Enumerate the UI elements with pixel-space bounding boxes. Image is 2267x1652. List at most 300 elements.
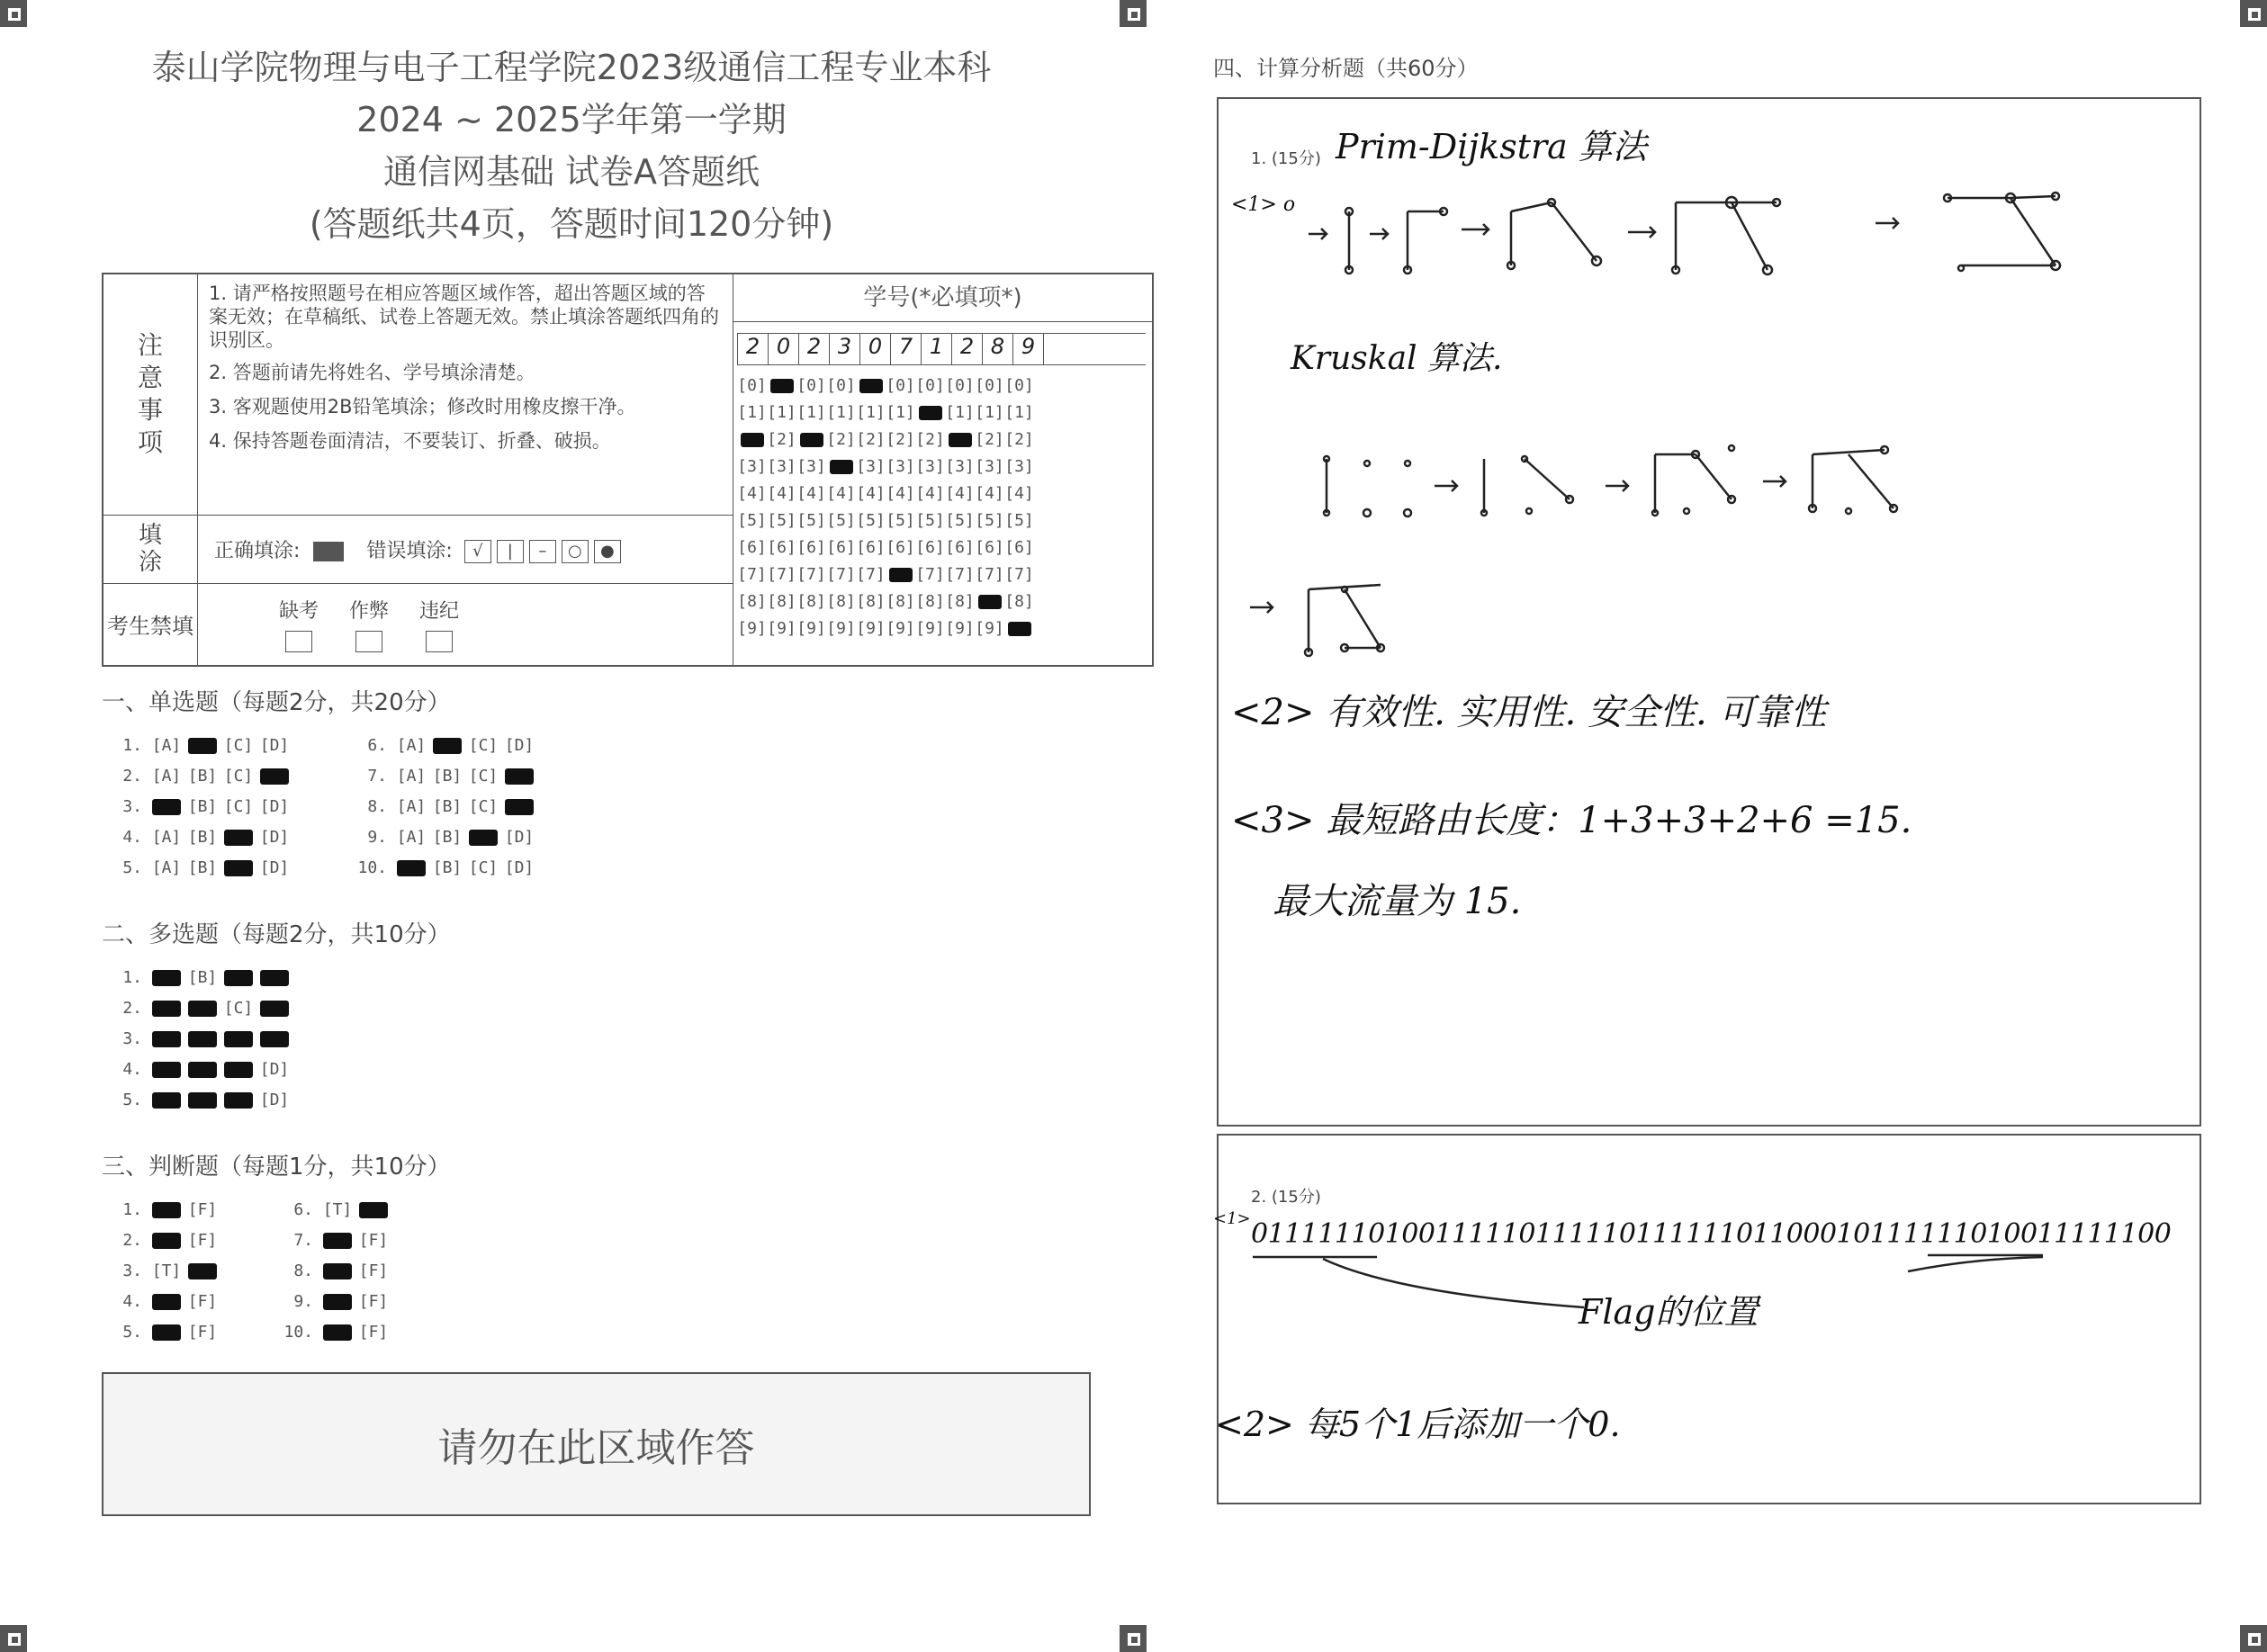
option-bubble: [C] — [223, 797, 254, 816]
fill-label-text: 填涂 — [138, 522, 162, 576]
option-bubble: [T] — [151, 1261, 182, 1280]
question-number: 3. — [122, 1029, 142, 1048]
student-id-bubble: [3] — [796, 457, 826, 476]
answer-row — [110, 1261, 221, 1280]
question-number: 4. — [122, 1060, 142, 1079]
q2-label: 2. (15分) — [1251, 1188, 1321, 1207]
student-id-handwritten-digit: 2 — [952, 334, 983, 364]
student-id-bubble: [3] — [737, 457, 767, 476]
student-id-bubble: [1] — [796, 403, 826, 422]
student-id-bubble-row — [737, 400, 1152, 426]
option-bubble: [A] — [151, 736, 182, 755]
question-number: 1. — [122, 1200, 142, 1219]
student-id-handwritten-digit: 7 — [891, 334, 922, 364]
question-number: 7. — [367, 767, 387, 786]
header-line-2: 2024 ~ 2025学年第一学期 — [356, 100, 787, 139]
option-bubble: [B] — [432, 797, 463, 816]
filled-mark — [949, 433, 972, 447]
student-id-bubble: [5] — [975, 511, 1004, 530]
option-filled — [257, 767, 292, 786]
no-answer-zone-text: 请勿在此区域作答 — [437, 1425, 755, 1471]
student-id-bubble: [6] — [975, 538, 1004, 557]
option-bubble: [A] — [151, 828, 182, 847]
answer-row — [110, 1292, 221, 1311]
option-bubble: [F] — [358, 1231, 389, 1250]
answer-row — [110, 736, 293, 755]
header-line-3: 通信网基础 试卷A答题纸 — [382, 152, 760, 192]
q1-part1-mark: <1> o — [1231, 193, 1296, 216]
student-id-handwritten-digit: 0 — [860, 334, 891, 364]
q1-answer-box — [1217, 97, 2201, 1127]
student-id-bubble: [8] — [767, 592, 796, 611]
option-bubble: [A] — [396, 797, 427, 816]
student-id-bubble: [1] — [945, 403, 975, 422]
filled-mark — [152, 1092, 181, 1109]
student-id-bubble: [4] — [737, 484, 767, 503]
student-id-bubble-filled — [856, 373, 886, 400]
forbidden-checkbox[interactable] — [285, 631, 312, 652]
option-bubble: [B] — [187, 797, 218, 816]
option-bubble: [B] — [187, 767, 218, 786]
option-filled — [430, 736, 464, 755]
filled-mark — [260, 970, 289, 986]
option-filled — [149, 797, 184, 816]
option-filled — [221, 1029, 256, 1048]
option-filled — [466, 828, 500, 847]
filled-mark — [260, 768, 289, 785]
option-filled — [502, 797, 536, 816]
student-id-bubble: [8] — [945, 592, 975, 611]
student-id-bubble: [2] — [886, 430, 915, 449]
student-id-bubble: [6] — [856, 538, 886, 557]
answer-row — [281, 1231, 392, 1250]
student-id-bubble: [7] — [737, 565, 767, 584]
notice-item-4: 4. 保持答题卷面清洁，不要装订、折叠、破损。 — [209, 430, 611, 452]
student-id-bubble: [3] — [1004, 457, 1034, 476]
option-filled — [185, 999, 220, 1018]
forbidden-item-label: 违纪 — [419, 600, 460, 624]
option-bubble: [D] — [259, 828, 290, 847]
option-filled — [257, 1029, 292, 1048]
correct-fill-sample — [313, 542, 344, 561]
student-id-bubble: [5] — [886, 511, 915, 530]
question-number: 6. — [293, 1200, 313, 1219]
filled-mark — [152, 970, 181, 986]
question-number: 1. — [122, 968, 142, 987]
forbidden-item — [419, 596, 459, 652]
student-id-bubble-row — [737, 373, 1152, 400]
notice-items — [198, 274, 733, 515]
answer-row — [110, 828, 293, 847]
student-id-bubble: [4] — [767, 484, 796, 503]
student-id-bubble: [9] — [945, 619, 975, 638]
filled-mark — [152, 1031, 181, 1047]
student-id-bubble: [1] — [975, 403, 1004, 422]
answer-row — [281, 1323, 392, 1342]
student-id-bubble: [6] — [1004, 538, 1034, 557]
student-id-bubble-filled — [826, 453, 856, 480]
student-id-bubble: [1] — [886, 403, 915, 422]
q1-part3-route-length: <3> 最短路由长度：1+3+3+2+6 =15. — [1231, 800, 1912, 841]
student-id-handwritten-digit: 0 — [769, 334, 799, 364]
filled-mark — [152, 1233, 181, 1249]
filled-mark — [188, 1001, 217, 1017]
filled-mark — [260, 1031, 289, 1047]
filled-mark — [188, 1263, 217, 1279]
student-id-bubble: [5] — [737, 511, 767, 530]
question-number: 2. — [122, 1231, 142, 1250]
student-id-bubble: [4] — [826, 484, 856, 503]
notice-item-1: 1. 请严格按照题号在相应答题区域作答，超出答题区域的答案无效；在草稿纸、试卷上答题无效。禁止填涂答题纸四角的识别区。 — [209, 283, 719, 351]
option-bubble: [B] — [187, 968, 218, 987]
student-id-handwritten-digit: 8 — [983, 334, 1013, 364]
student-id-bubble: [8] — [796, 592, 826, 611]
student-id-bubble: [1] — [856, 403, 886, 422]
student-id-bubble: [4] — [856, 484, 886, 503]
student-id-bubble-filled — [886, 561, 915, 588]
filled-mark — [323, 1324, 352, 1341]
q2-part1-mark: <1> — [1213, 1209, 1251, 1228]
answer-row — [355, 767, 538, 786]
q1-prim-heading: Prim-Dijkstra 算法 — [1336, 127, 1647, 166]
filled-mark — [260, 1001, 289, 1017]
student-id-bubble: [5] — [856, 511, 886, 530]
option-bubble: [C] — [223, 736, 254, 755]
q1-part3-max-flow: 最大流量为 15. — [1273, 881, 1522, 922]
option-bubble: [B] — [187, 858, 218, 877]
student-id-handwritten-digit: 9 — [1013, 334, 1044, 364]
student-id-bubble: [5] — [1004, 511, 1034, 530]
section-1-title: 一、单选题（每题2分，共20分） — [102, 689, 451, 716]
header-line-1: 泰山学院物理与电子工程学院2023级通信工程专业本科 — [151, 48, 992, 87]
filled-mark — [919, 406, 942, 420]
student-id-bubble: [4] — [886, 484, 915, 503]
option-filled — [149, 1029, 184, 1048]
filled-mark — [152, 1294, 181, 1310]
student-id-bubble: [2] — [826, 430, 856, 449]
student-id-bubble: [6] — [915, 538, 945, 557]
filled-mark — [188, 1062, 217, 1078]
option-bubble: [D] — [259, 736, 290, 755]
forbidden-checkbox[interactable] — [426, 631, 453, 652]
corner-mark-top-middle — [1120, 0, 1147, 27]
student-id-bubble: [8] — [915, 592, 945, 611]
option-filled — [149, 1200, 184, 1219]
filled-mark — [152, 1202, 181, 1218]
student-id-bubble: [0] — [975, 376, 1004, 395]
option-filled — [185, 1091, 220, 1109]
student-id-bubble: [3] — [945, 457, 975, 476]
notice-item-2: 2. 答题前请先将姓名、学号填涂清楚。 — [209, 362, 535, 383]
student-id-handwritten-digit: 1 — [922, 334, 952, 364]
option-bubble: [D] — [259, 1060, 290, 1079]
student-id-bubble-filled — [915, 400, 945, 426]
option-bubble: [B] — [432, 858, 463, 877]
filled-mark — [359, 1202, 388, 1218]
wrong-fill-sample: ○ — [562, 540, 589, 563]
filled-mark — [152, 1324, 181, 1341]
option-filled — [221, 828, 256, 847]
student-id-bubble: [6] — [737, 538, 767, 557]
option-bubble: [F] — [358, 1323, 389, 1342]
question-number: 4. — [122, 1292, 142, 1311]
forbidden-label — [103, 583, 198, 666]
no-answer-zone — [102, 1372, 1091, 1516]
info-table — [102, 273, 1154, 667]
filled-mark — [505, 799, 534, 815]
option-bubble: [A] — [151, 858, 182, 877]
forbidden-checkbox[interactable] — [355, 631, 382, 652]
correct-fill-label: 正确填涂: — [214, 539, 301, 562]
student-id-bubble: [2] — [1004, 430, 1034, 449]
filled-mark — [800, 433, 823, 447]
wrong-fill-sample: √ — [464, 540, 491, 563]
answer-row — [110, 999, 293, 1018]
question-number: 2. — [122, 767, 142, 786]
filled-mark — [152, 799, 181, 815]
option-bubble: [C] — [468, 736, 499, 755]
student-id-bubble: [8] — [826, 592, 856, 611]
student-id-bubble: [4] — [796, 484, 826, 503]
student-id-bubble-row — [737, 615, 1152, 642]
wrong-fill-label: 错误填涂: — [366, 539, 453, 562]
question-number: 3. — [122, 797, 142, 816]
option-bubble: [F] — [187, 1292, 218, 1311]
notice-label — [103, 274, 198, 515]
section-2-title: 二、多选题（每题2分，共10分） — [102, 921, 451, 948]
student-id-bubble: [7] — [975, 565, 1004, 584]
answer-row — [110, 1029, 293, 1048]
option-bubble: [D] — [504, 858, 535, 877]
student-id-bubble: [7] — [945, 565, 975, 584]
student-id-bubble: [3] — [975, 457, 1004, 476]
q1-kruskal-final-sketch — [1246, 567, 1480, 666]
option-bubble: [F] — [187, 1231, 218, 1250]
option-filled — [221, 1060, 256, 1079]
option-filled — [320, 1323, 355, 1342]
filled-mark — [859, 379, 883, 393]
student-id-bubble: [0] — [915, 376, 945, 395]
q1-prim-sketches — [1300, 171, 2200, 288]
student-id-bubble: [5] — [826, 511, 856, 530]
filled-mark — [224, 970, 253, 986]
filled-mark — [188, 1031, 217, 1047]
q2-flag-annotation: Flag的位置 — [1579, 1292, 1759, 1332]
answer-row — [110, 1200, 221, 1219]
option-filled — [502, 767, 536, 786]
student-id-bubble: [3] — [856, 457, 886, 476]
filled-mark — [978, 595, 1002, 609]
option-bubble: [C] — [223, 999, 254, 1018]
student-id-bubble: [7] — [826, 565, 856, 584]
student-id-bubble: [8] — [1004, 592, 1034, 611]
answer-row — [110, 1091, 293, 1109]
student-id-bubble: [7] — [915, 565, 945, 584]
fill-label — [103, 515, 198, 583]
forbidden-item-label: 作弊 — [349, 600, 390, 624]
option-filled — [320, 1261, 355, 1280]
option-filled — [149, 1323, 184, 1342]
student-id-handwritten-digit: 3 — [830, 334, 860, 364]
student-id-bubble: [9] — [975, 619, 1004, 638]
option-filled — [257, 968, 292, 987]
answer-row — [110, 858, 293, 877]
notice-item-3: 3. 客观题使用2B铅笔填涂；修改时用橡皮擦干净。 — [209, 396, 636, 417]
student-id-bubble: [9] — [796, 619, 826, 638]
header-line-4: (答题纸共4页，答题时间120分钟) — [309, 204, 834, 244]
student-id-bubble: [5] — [767, 511, 796, 530]
option-filled — [185, 736, 220, 755]
option-bubble: [A] — [396, 736, 427, 755]
option-filled — [221, 858, 256, 877]
student-id-bubble: [4] — [1004, 484, 1034, 503]
student-id-bubble-filled — [945, 426, 975, 453]
option-bubble: [F] — [358, 1292, 389, 1311]
corner-mark-top-right — [2240, 0, 2267, 27]
option-filled — [149, 1060, 184, 1079]
question-number: 8. — [367, 797, 387, 816]
wrong-fill-sample: – — [529, 540, 556, 563]
q1-kruskal-heading: Kruskal 算法. — [1291, 340, 1503, 377]
option-bubble: [D] — [504, 828, 535, 847]
corner-mark-bottom-left — [0, 1625, 27, 1652]
filled-mark — [323, 1263, 352, 1279]
option-bubble: [F] — [358, 1261, 389, 1280]
answer-row — [110, 1323, 221, 1342]
question-number: 9. — [293, 1292, 313, 1311]
filled-mark — [152, 1062, 181, 1078]
corner-mark-top-left — [0, 0, 27, 27]
question-number: 1. — [122, 736, 142, 755]
wrong-fill-samples — [459, 540, 621, 562]
option-bubble: [F] — [187, 1200, 218, 1219]
option-filled — [320, 1292, 355, 1311]
answer-row — [281, 1292, 392, 1311]
option-filled — [320, 1231, 355, 1250]
filled-mark — [1008, 622, 1031, 636]
answer-row — [355, 736, 538, 755]
filled-mark — [152, 1001, 181, 1017]
student-id-bubble: [3] — [915, 457, 945, 476]
student-id-label: 学号(*必填项*) — [733, 274, 1152, 322]
filled-mark — [397, 860, 426, 876]
forbidden-boxes — [198, 583, 733, 666]
student-id-bubble: [6] — [796, 538, 826, 557]
option-filled — [149, 999, 184, 1018]
filled-mark — [224, 860, 253, 876]
option-bubble: [C] — [223, 767, 254, 786]
question-number: 3. — [122, 1261, 142, 1280]
filled-mark — [433, 738, 462, 754]
option-filled — [221, 968, 256, 987]
option-filled — [149, 1091, 184, 1109]
option-filled — [149, 968, 184, 987]
student-id-bubble: [9] — [767, 619, 796, 638]
forbidden-label-text: 考生禁填 — [107, 614, 193, 640]
student-id-bubble-grid — [737, 373, 1152, 642]
student-id-bubble-filled — [796, 426, 826, 453]
filled-mark — [830, 460, 853, 474]
option-bubble: [C] — [468, 767, 499, 786]
student-id-bubble: [7] — [1004, 565, 1034, 584]
option-bubble: [T] — [322, 1200, 353, 1219]
student-id-handwritten-digit: 2 — [799, 334, 830, 364]
question-number: 5. — [122, 858, 142, 877]
option-filled — [257, 999, 292, 1018]
student-id-bubble: [9] — [826, 619, 856, 638]
student-id-bubble: [4] — [915, 484, 945, 503]
student-id-bubble: [8] — [856, 592, 886, 611]
student-id-bubble: [1] — [826, 403, 856, 422]
student-id-bubble-row — [737, 534, 1152, 561]
filled-mark — [323, 1294, 352, 1310]
corner-mark-bottom-middle — [1120, 1625, 1147, 1652]
filled-mark — [188, 1092, 217, 1109]
student-id-bubble: [3] — [767, 457, 796, 476]
option-bubble: [B] — [432, 828, 463, 847]
student-id-bubble: [2] — [915, 430, 945, 449]
student-id-bubble: [2] — [856, 430, 886, 449]
option-bubble: [A] — [396, 828, 427, 847]
option-bubble: [F] — [187, 1323, 218, 1342]
option-bubble: [D] — [504, 736, 535, 755]
question-number: 10. — [283, 1323, 313, 1342]
student-id-bubble: [0] — [737, 376, 767, 395]
student-id-bubble: [4] — [945, 484, 975, 503]
student-id-block — [733, 274, 1154, 666]
student-id-bubble: [4] — [975, 484, 1004, 503]
question-number: 7. — [293, 1231, 313, 1250]
notice-label-text: 注意事项 — [137, 330, 163, 458]
filled-mark — [224, 830, 253, 846]
question-number: 4. — [122, 828, 142, 847]
answer-row — [281, 1261, 392, 1280]
option-bubble: [C] — [468, 858, 499, 877]
q1-label: 1. (15分) — [1251, 149, 1321, 168]
student-id-bubble: [5] — [945, 511, 975, 530]
fill-example — [198, 515, 733, 583]
student-id-bubble: [6] — [767, 538, 796, 557]
q2-answer-box — [1213, 1134, 2201, 1504]
student-id-handwritten-row — [737, 333, 1146, 365]
filled-mark — [469, 830, 498, 846]
student-id-bubble: [1] — [1004, 403, 1034, 422]
option-filled — [394, 858, 428, 877]
student-id-bubble-row — [737, 561, 1152, 588]
student-id-bubble: [7] — [767, 565, 796, 584]
filled-mark — [770, 379, 794, 393]
question-number: 10. — [357, 858, 387, 877]
q2-part2-answer: <2> 每5个1后添加一个0. — [1215, 1405, 1621, 1444]
question-number: 5. — [122, 1323, 142, 1342]
answer-row — [110, 1060, 293, 1079]
student-id-bubble: [2] — [767, 430, 796, 449]
filled-mark — [224, 1062, 253, 1078]
filled-mark — [741, 433, 764, 447]
option-filled — [185, 1261, 220, 1280]
option-filled — [149, 1231, 184, 1250]
option-filled — [221, 1091, 256, 1109]
filled-mark — [505, 768, 534, 785]
answer-row — [355, 828, 538, 847]
option-bubble: [A] — [151, 767, 182, 786]
student-id-bubble-filled — [975, 588, 1004, 615]
student-id-bubble-filled — [767, 373, 796, 400]
student-id-bubble: [5] — [796, 511, 826, 530]
filled-mark — [224, 1092, 253, 1109]
student-id-bubble: [6] — [826, 538, 856, 557]
answer-row — [110, 767, 293, 786]
